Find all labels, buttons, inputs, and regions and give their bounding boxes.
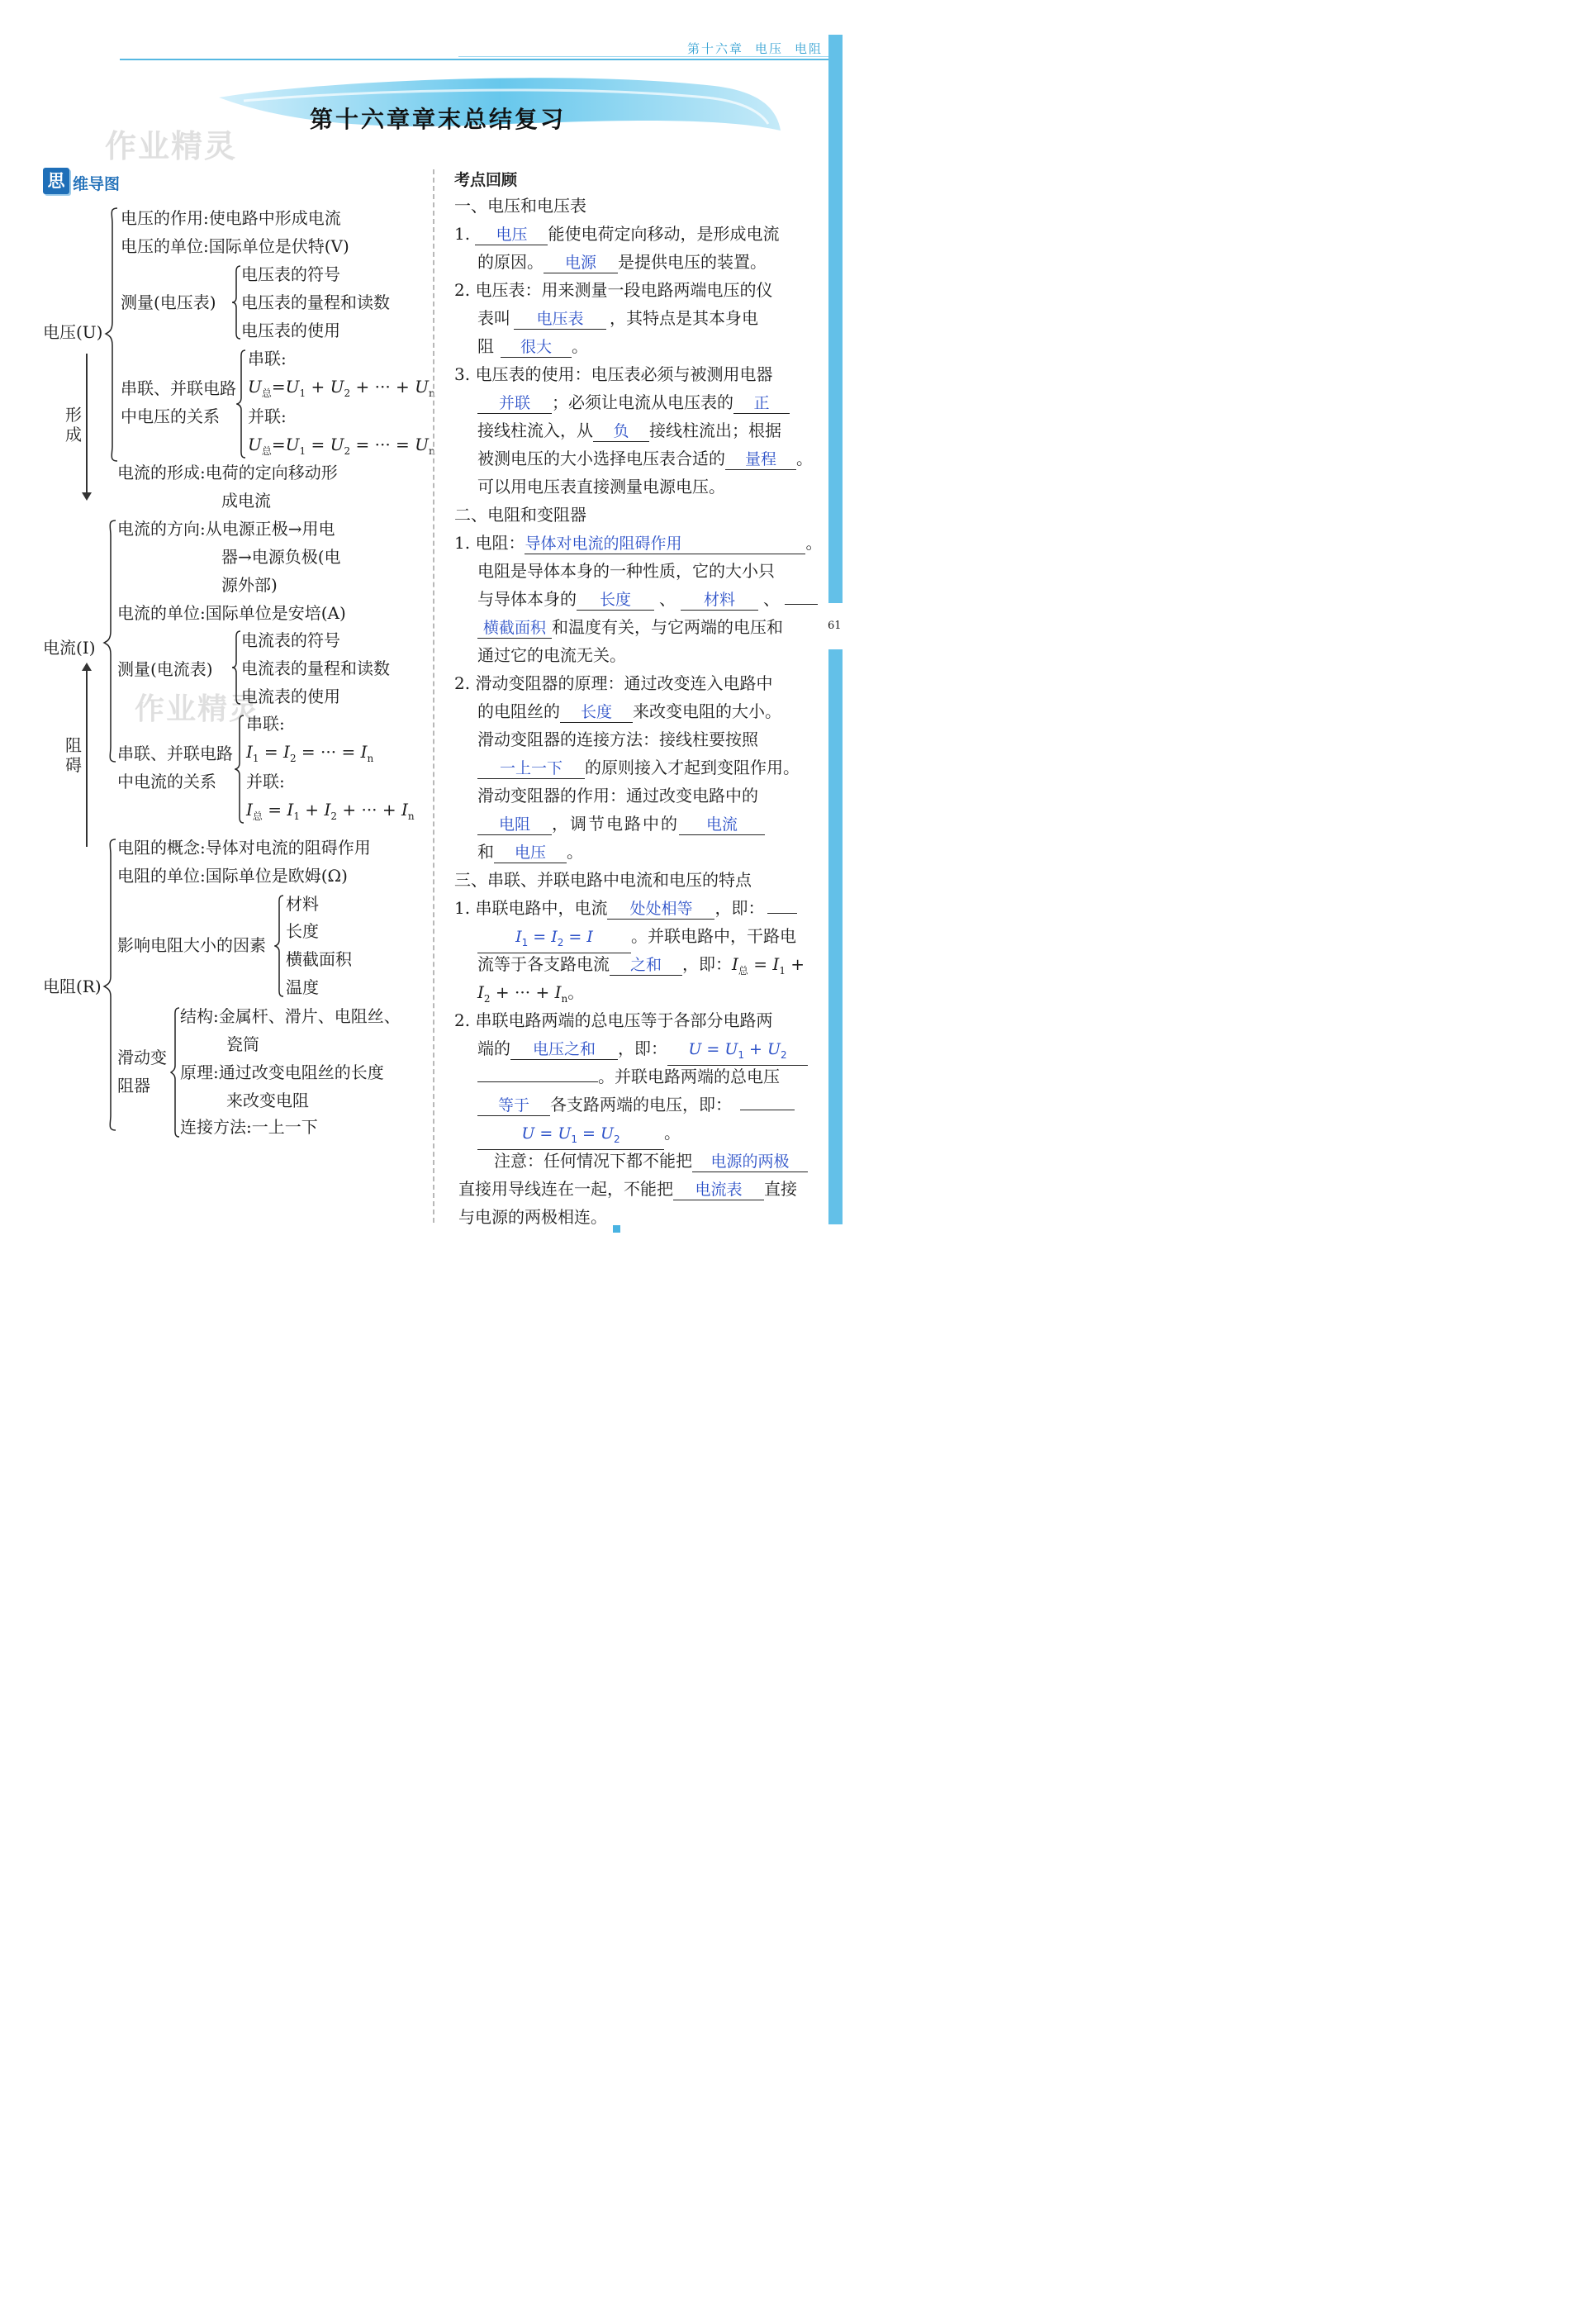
- q1-text-2: 的原因。: [477, 252, 544, 272]
- q5-answer-4: 电流: [679, 815, 765, 835]
- voltage-role: 电压的作用:使电路中形成电流: [121, 208, 341, 228]
- header-rule: [120, 59, 830, 60]
- section-2-heading: 二、电阻和变阻器: [454, 505, 586, 525]
- current-series-formula: $I_1 = I_2$ = ··· = $I_n$: [246, 742, 374, 764]
- resistance-root: 电阻(R): [43, 977, 102, 996]
- page-title: 第十六章章末总结复习: [309, 106, 566, 133]
- q7-blank-continue: [477, 1081, 598, 1082]
- q1-answer-2: 电源: [544, 253, 618, 273]
- q4-blank-tail: [785, 604, 818, 605]
- q7-line-2: [477, 1034, 808, 1066]
- q7-number: 2.: [454, 1010, 471, 1030]
- q6-text-6: $I_2$ + ··· + $I_n$。: [477, 982, 585, 1005]
- q4-text-2: 。: [805, 533, 823, 553]
- current-parallel-formula: $I_总 = I_1 + I_2$ + ··· + $I_n$: [246, 800, 415, 822]
- rheostat-structure-line-2: 瓷筒: [226, 1034, 259, 1054]
- q5-text-1: 滑动变阻器的原理：通过改变连入电路中: [475, 673, 773, 693]
- note-line-2: [458, 1175, 797, 1203]
- current-measure: 测量(电流表): [117, 659, 213, 679]
- q5-answer-3: 电阻: [477, 815, 552, 835]
- q2-answer-2: 很大: [501, 337, 572, 358]
- voltage-meter-range: 电压表的量程和读数: [241, 292, 390, 312]
- q4-line-2: 电阻是导体本身的一种性质，它的大小只: [477, 561, 775, 581]
- rheostat-principle-line-2: 来改变电阻: [226, 1091, 309, 1110]
- q6-text-1: 串联电路中，电流: [475, 898, 608, 918]
- q3-line-5: 可以用电压表直接测量电源电压。: [477, 477, 725, 497]
- factor-length: 长度: [286, 921, 319, 941]
- q3-answer-1: 并联: [477, 393, 552, 414]
- q2-line-1: [454, 276, 772, 304]
- factor-material: 材料: [286, 894, 319, 914]
- q1-answer-1: 电压: [475, 225, 548, 245]
- q4-line-3: [477, 585, 818, 613]
- q5-line-4: [477, 753, 800, 782]
- section-3-heading: 三、串联、并联电路中电流和电压的特点: [454, 870, 752, 890]
- arrow-down-icon: [82, 492, 92, 501]
- q2-number: 2.: [454, 280, 471, 300]
- q6-blank-tail: [767, 913, 797, 914]
- voltage-series-label: 串联:: [248, 349, 287, 368]
- current-formation-line-2: 成电流: [221, 491, 271, 511]
- q3-text-5: 被测电压的大小选择电压表合适的: [477, 449, 725, 468]
- q2-line-2: [477, 304, 758, 332]
- header-chapter: 第十六章: [687, 41, 744, 56]
- voltage-series-formula: $U_总=U_1 + U_2$ + ··· + $U_n$: [248, 377, 435, 399]
- voltage-parallel-label: 并联:: [248, 406, 287, 426]
- q5-text-5: 的原则接入才起到变阻作用。: [585, 758, 800, 777]
- factor-cross-section: 横截面积: [286, 949, 352, 969]
- q6-number: 1.: [454, 898, 471, 918]
- voltage-parallel-formula: $U_总=U_1 = U_2$ = ··· = $U_n$: [248, 435, 435, 457]
- rheostat-structure-line-1: 结构:金属杆、滑片、电阻丝、: [180, 1006, 401, 1026]
- q5-text-3: 来改变电阻的大小。: [633, 701, 781, 721]
- q4-text-5: 、: [659, 589, 676, 609]
- q3-text-6: 。: [796, 449, 813, 468]
- q6-answer-2: $I_1 = I_2 = I$: [477, 927, 631, 953]
- form-arrow-line: [86, 354, 88, 496]
- q1-text-1: 能使电荷定向移动，是形成电流: [548, 224, 780, 244]
- current-meter-use: 电流表的使用: [241, 687, 340, 706]
- voltage-root: 电压(U): [43, 322, 103, 342]
- q3-answer-2: 正: [733, 393, 790, 414]
- hinder-label-2: 碍: [65, 755, 82, 775]
- header-topic-1: 电压: [755, 41, 784, 56]
- q6-text-4: 流等于各支路电流: [477, 954, 610, 974]
- q7-answer-2: $U = U_1 + U_2$: [667, 1039, 808, 1066]
- page-corner-marker: [613, 1225, 620, 1233]
- q7-answer-4: $U = U_1 = U_2$: [477, 1124, 664, 1150]
- hinder-label-1: 阻: [65, 735, 82, 755]
- q3-number: 3.: [454, 364, 471, 384]
- current-brace: [102, 519, 117, 763]
- q7-text-6: 。: [664, 1123, 681, 1143]
- note-answer-2: 电流表: [673, 1180, 764, 1200]
- q5-line-6: [477, 810, 765, 838]
- factor-temperature: 温度: [286, 977, 319, 997]
- rheostat-line-2: 阻器: [117, 1076, 150, 1095]
- q6-text-2: ，即：: [714, 898, 765, 918]
- voltage-relation-line-2: 中电压的关系: [121, 406, 220, 426]
- voltage-relation-line-1: 串联、并联电路: [121, 378, 236, 398]
- form-label-2: 成: [65, 425, 82, 444]
- section-1-heading: 一、电压和电压表: [454, 196, 586, 216]
- hinder-arrow-line: [86, 669, 88, 847]
- voltage-brace: [104, 207, 119, 463]
- q7-text-2: 端的: [477, 1038, 510, 1058]
- q7-line-1: [454, 1006, 772, 1034]
- voltage-measure: 测量(电压表): [121, 292, 216, 312]
- note-line-3: 与电源的两极相连。: [458, 1207, 607, 1227]
- current-direction-line-3: 源外部): [221, 575, 278, 595]
- resistance-factors-brace: [274, 894, 284, 998]
- form-label-1: 形: [65, 405, 82, 425]
- q3-answer-3: 负: [593, 421, 649, 442]
- q4-answer-2: 长度: [577, 590, 654, 611]
- resistance-unit: 电阻的单位:国际单位是欧姆(Ω): [117, 866, 348, 886]
- q2-text-3: ，其特点是其本身电: [610, 308, 758, 328]
- rheostat-principle-line-1: 原理:通过改变电阻丝的长度: [180, 1062, 384, 1082]
- q5-text-9: 。: [567, 842, 583, 862]
- resistance-concept: 电阻的概念:导体对电流的阻碍作用: [117, 838, 371, 858]
- q4-line-1: [454, 529, 822, 557]
- current-measure-brace: [231, 630, 241, 706]
- rheostat-line-1: 滑动变: [117, 1048, 167, 1067]
- q7-line-4: [477, 1091, 795, 1119]
- q7-text-1: 串联电路两端的总电压等于各部分电路两: [475, 1010, 773, 1030]
- current-meter-symbol: 电流表的符号: [241, 630, 340, 650]
- q5-line-7: [477, 838, 583, 866]
- q5-line-1: [454, 669, 772, 697]
- q4-text-6: 、: [763, 589, 780, 609]
- q3-line-3: [477, 416, 781, 444]
- q3-line-1: [454, 360, 772, 388]
- q3-line-2: [477, 388, 790, 416]
- watermark-middle: 作业精灵: [135, 692, 261, 726]
- current-parallel-label: 并联:: [246, 772, 285, 791]
- header-topic-2: 电阻: [795, 41, 824, 56]
- q2-text-4: 阻: [477, 336, 494, 356]
- q7-text-5: 各支路两端的电压，即：: [550, 1095, 732, 1114]
- q7-answer-1: 电压之和: [510, 1039, 618, 1060]
- note-text-1: 注意：任何情况下都不能把: [494, 1151, 692, 1171]
- resistance-brace: [102, 838, 117, 1132]
- current-formation-line-1: 电流的形成:电荷的定向移动形: [117, 463, 338, 482]
- q6-line-2: [477, 922, 796, 953]
- q1-number: 1.: [454, 224, 471, 244]
- q4-text-7: 和温度有关，与它两端的电压和: [552, 617, 783, 637]
- q2-text-1: 电压表：用来测量一段电路两端电压的仪: [475, 280, 773, 300]
- current-meter-range: 电流表的量程和读数: [241, 658, 390, 678]
- q4-number: 1.: [454, 533, 471, 553]
- q7-text-4: 。并联电路两端的总电压: [598, 1067, 780, 1086]
- q5-answer-1: 长度: [560, 702, 633, 723]
- q4-answer-1: 导体对电流的阻碍作用: [525, 534, 805, 554]
- q4-line-4: [477, 613, 783, 641]
- resistance-factors: 影响电阻大小的因素: [117, 935, 266, 955]
- current-relation-line-2: 中电流的关系: [117, 772, 216, 791]
- page-number: 61: [828, 620, 842, 632]
- q6-line-1: [454, 894, 797, 922]
- q4-text-1: 电阻：: [475, 533, 525, 553]
- q3-text-4: 接线柱流出；根据: [649, 421, 781, 440]
- q6-text-5: ，即：$I_总 = I_1$ +: [682, 954, 805, 977]
- q3-text-3: 接线柱流入，从: [477, 421, 593, 440]
- q7-line-3: [477, 1062, 780, 1091]
- q1-line-2: [477, 248, 767, 276]
- q3-text-2: ；必须让电流从电压表的: [552, 392, 733, 412]
- current-relation-brace: [235, 714, 244, 825]
- current-series-label: 串联:: [246, 714, 285, 734]
- q6-answer-3: 之和: [610, 955, 682, 976]
- running-header: [687, 40, 823, 57]
- voltage-meter-symbol: 电压表的符号: [241, 264, 340, 284]
- q5-text-8: 和: [477, 842, 494, 862]
- q2-line-3: [477, 332, 588, 360]
- q3-text-1: 电压表的使用：电压表必须与被测用电器: [475, 364, 773, 384]
- q5-answer-5: 电压: [494, 843, 567, 863]
- q5-text-7: ，调节电路中的: [552, 814, 679, 834]
- current-direction-line-1: 电流的方向:从电源正极→用电: [117, 519, 335, 539]
- mind-map-icon: 思: [43, 168, 69, 194]
- q2-text-2: 表叫: [477, 308, 510, 328]
- column-divider: [433, 169, 434, 1223]
- current-root: 电流(I): [43, 638, 96, 658]
- q7-text-3: ，即：: [618, 1038, 667, 1058]
- watermark-top: 作业精灵: [105, 128, 238, 164]
- current-relation-line-1: 串联、并联电路: [117, 744, 233, 763]
- current-unit: 电流的单位:国际单位是安培(A): [117, 603, 346, 623]
- rheostat-brace: [170, 1006, 180, 1138]
- note-line-1: [494, 1147, 808, 1175]
- q4-line-5: 通过它的电流无关。: [477, 645, 626, 665]
- q5-text-2: 的电阻丝的: [477, 701, 560, 721]
- q3-answer-4: 量程: [725, 449, 796, 470]
- q6-answer-1: 处处相等: [607, 899, 714, 920]
- q1-line-1: [454, 220, 779, 248]
- q5-line-3: 滑动变阻器的连接方法：接线柱要按照: [477, 730, 758, 749]
- q5-line-2: [477, 697, 781, 725]
- q4-answer-4: 横截面积: [477, 618, 552, 639]
- review-heading: 考点回顾: [454, 171, 518, 189]
- q4-answer-3: 材料: [681, 590, 758, 611]
- q5-answer-2: 一上一下: [477, 758, 585, 779]
- note-answer-1: 电源的两极: [692, 1152, 808, 1172]
- note-text-2: 直接用导线连在一起，不能把: [458, 1179, 673, 1199]
- q3-line-4: [477, 444, 813, 473]
- q5-number: 2.: [454, 673, 471, 693]
- q1-text-3: 是提供电压的装置。: [618, 252, 767, 272]
- q6-text-3: 。并联电路中，干路电: [631, 926, 796, 946]
- q2-text-5: 。: [572, 336, 588, 356]
- rheostat-connection: 连接方法:一上一下: [180, 1117, 318, 1137]
- q7-line-5: [477, 1119, 681, 1150]
- q5-line-5: 滑动变阻器的作用：通过改变电路中的: [477, 786, 758, 806]
- mind-map-label: 维导图: [73, 175, 121, 193]
- note-text-3: 直接: [764, 1179, 797, 1199]
- voltage-unit: 电压的单位:国际单位是伏特(V): [121, 236, 349, 256]
- q4-text-4: 与导体本身的: [477, 589, 577, 609]
- current-direction-line-2: 器→电源负极(电: [221, 547, 341, 567]
- q7-answer-3: 等于: [477, 1095, 550, 1116]
- voltage-relation-brace: [236, 349, 246, 459]
- voltage-meter-use: 电压表的使用: [241, 321, 340, 340]
- voltage-measure-brace: [231, 264, 241, 340]
- q2-answer-1: 电压表: [514, 309, 606, 330]
